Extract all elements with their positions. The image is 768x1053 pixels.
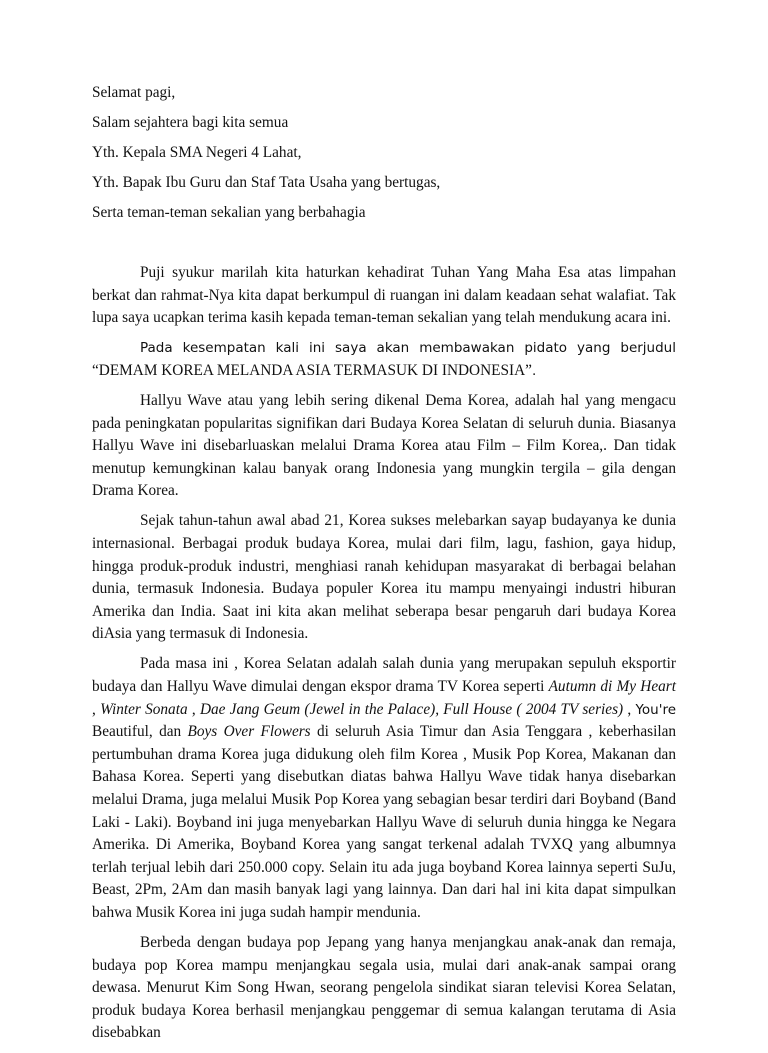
greeting-line: Yth. Kepala SMA Negeri 4 Lahat, (92, 144, 302, 162)
paragraph-opening: Puji syukur marilah kita haturkan kehadirat Tuhan Yang Maha Esa atas limpahan berkat dan rahmat-Nya kita dapat berkumpul di ruangan ini dalam keadaan sehat walafiat. Tak lupa saya ucapkan terima kasih kepada teman-teman sekalian yang telah mendukung acara ini. (92, 263, 676, 327)
text-run: di seluruh Asia Timur dan Asia Tenggara , keberhasilan pertumbuhan drama Korea juga didukung oleh film Korea , Musik Pop Korea, Makanan dan Bahasa Korea. Seperti yang disebutkan diatas bahwa Hallyu Wave tidak hanya disebarkan melalui Drama, juga melalui Musik Pop Korea yang sebagian besar terdiri dari Boyband (Band Laki - Laki). Boyband ini juga menyebarkan Hallyu Wave di seluruh dunia hingga ke Negara Amerika. Di Amerika, Boyband Korea yang sangat terkenal adalah TVXQ yang albumnya terlah terjual lebih dari 250.000 copy. Selain itu ada juga boyband Korea lainnya seperti SuJu, Beast, 2Pm, 2Am dan masih banyak lagi yang lainnya. Dan dari hal ini kita dapat simpulkan bahwa Musik Korea ini juga sudah hampir mendunia. (92, 723, 677, 921)
drama-title-sans: You're (635, 701, 677, 718)
speech-title: “DEMAM KOREA MELANDA ASIA TERMASUK DI INDONESIA” (92, 361, 532, 379)
speech-title-end: . (531, 362, 537, 379)
drama-title: Boys Over Flowers (187, 723, 311, 741)
paragraph-title (92, 337, 676, 382)
text-run: , (187, 700, 200, 718)
text-run: , (92, 700, 101, 718)
text-run: , (623, 700, 636, 718)
greeting-line: Yth. Bapak Ibu Guru dan Staf Tata Usaha yang bertugas, (92, 174, 441, 192)
text-run: Beautiful, dan (92, 723, 188, 741)
paragraph-drama (92, 653, 676, 924)
drama-title: Winter Sonata (100, 700, 188, 718)
document-page (92, 82, 676, 1053)
text-run: Pada masa ini , Korea Selatan adalah salah dunia yang merupakan sepuluh eksportir budaya dan Hallyu Wave dimulai dengan ekspor drama TV Korea seperti (92, 655, 676, 696)
drama-title: Autumn di My Heart (548, 678, 676, 696)
speech-body (92, 262, 676, 1045)
greeting-block (92, 82, 676, 225)
paragraph-history: Sejak tahun-tahun awal abad 21, Korea sukses melebarkan sayap budayanya ke dunia internasional. Berbagai produk budaya Korea, mulai dari film, lagu, fashion, gaya hidup, hingga produk-produk industri, menghiasi ranah kehidupan masyarakat di berbagai belahan dunia, termasuk Indonesia. Budaya populer Korea itu mampu menyaingi industri hiburan Amerika dan India. Saat ini kita akan melihat seberapa besar pengaruh dari budaya Korea diAsia yang termasuk di Indonesia. (92, 512, 676, 643)
paragraph-title-intro: Pada kesempatan kali ini saya akan membawakan pidato yang berjudul (140, 340, 676, 357)
greeting-line: Salam sejahtera bagi kita semua (92, 114, 289, 132)
paragraph-comparison: Berbeda dengan budaya pop Jepang yang hanya menjangkau anak-anak dan remaja, budaya pop Korea mampu menjangkau segala usia, mulai dari anak-anak sampai orang dewasa. Menurut Kim Song Hwan, seorang pengelola sindikat siaran televisi Korea Selatan, produk budaya Korea berhasil menjangkau penggemar di semua kalangan terutama di Asia disebabkan (92, 934, 676, 1042)
greeting-line: Selamat pagi, (92, 84, 176, 101)
greeting-line: Serta teman-teman sekalian yang berbahagia (92, 204, 366, 222)
drama-title: Dae Jang Geum (Jewel in the Palace), Full House ( 2004 TV series) (199, 700, 624, 718)
paragraph-hallyu: Hallyu Wave atau yang lebih sering dikenal Dema Korea, adalah hal yang mengacu pada peningkatan popularitas signifikan dari Budaya Korea Selatan di seluruh dunia. Biasanya Hallyu Wave ini disebarluaskan melalui Drama Korea atau Film – Film Korea,. Dan tidak menutup kemungkinan kalau banyak orang Indonesia yang mungkin tergila – gila dengan Drama Korea. (92, 391, 676, 500)
